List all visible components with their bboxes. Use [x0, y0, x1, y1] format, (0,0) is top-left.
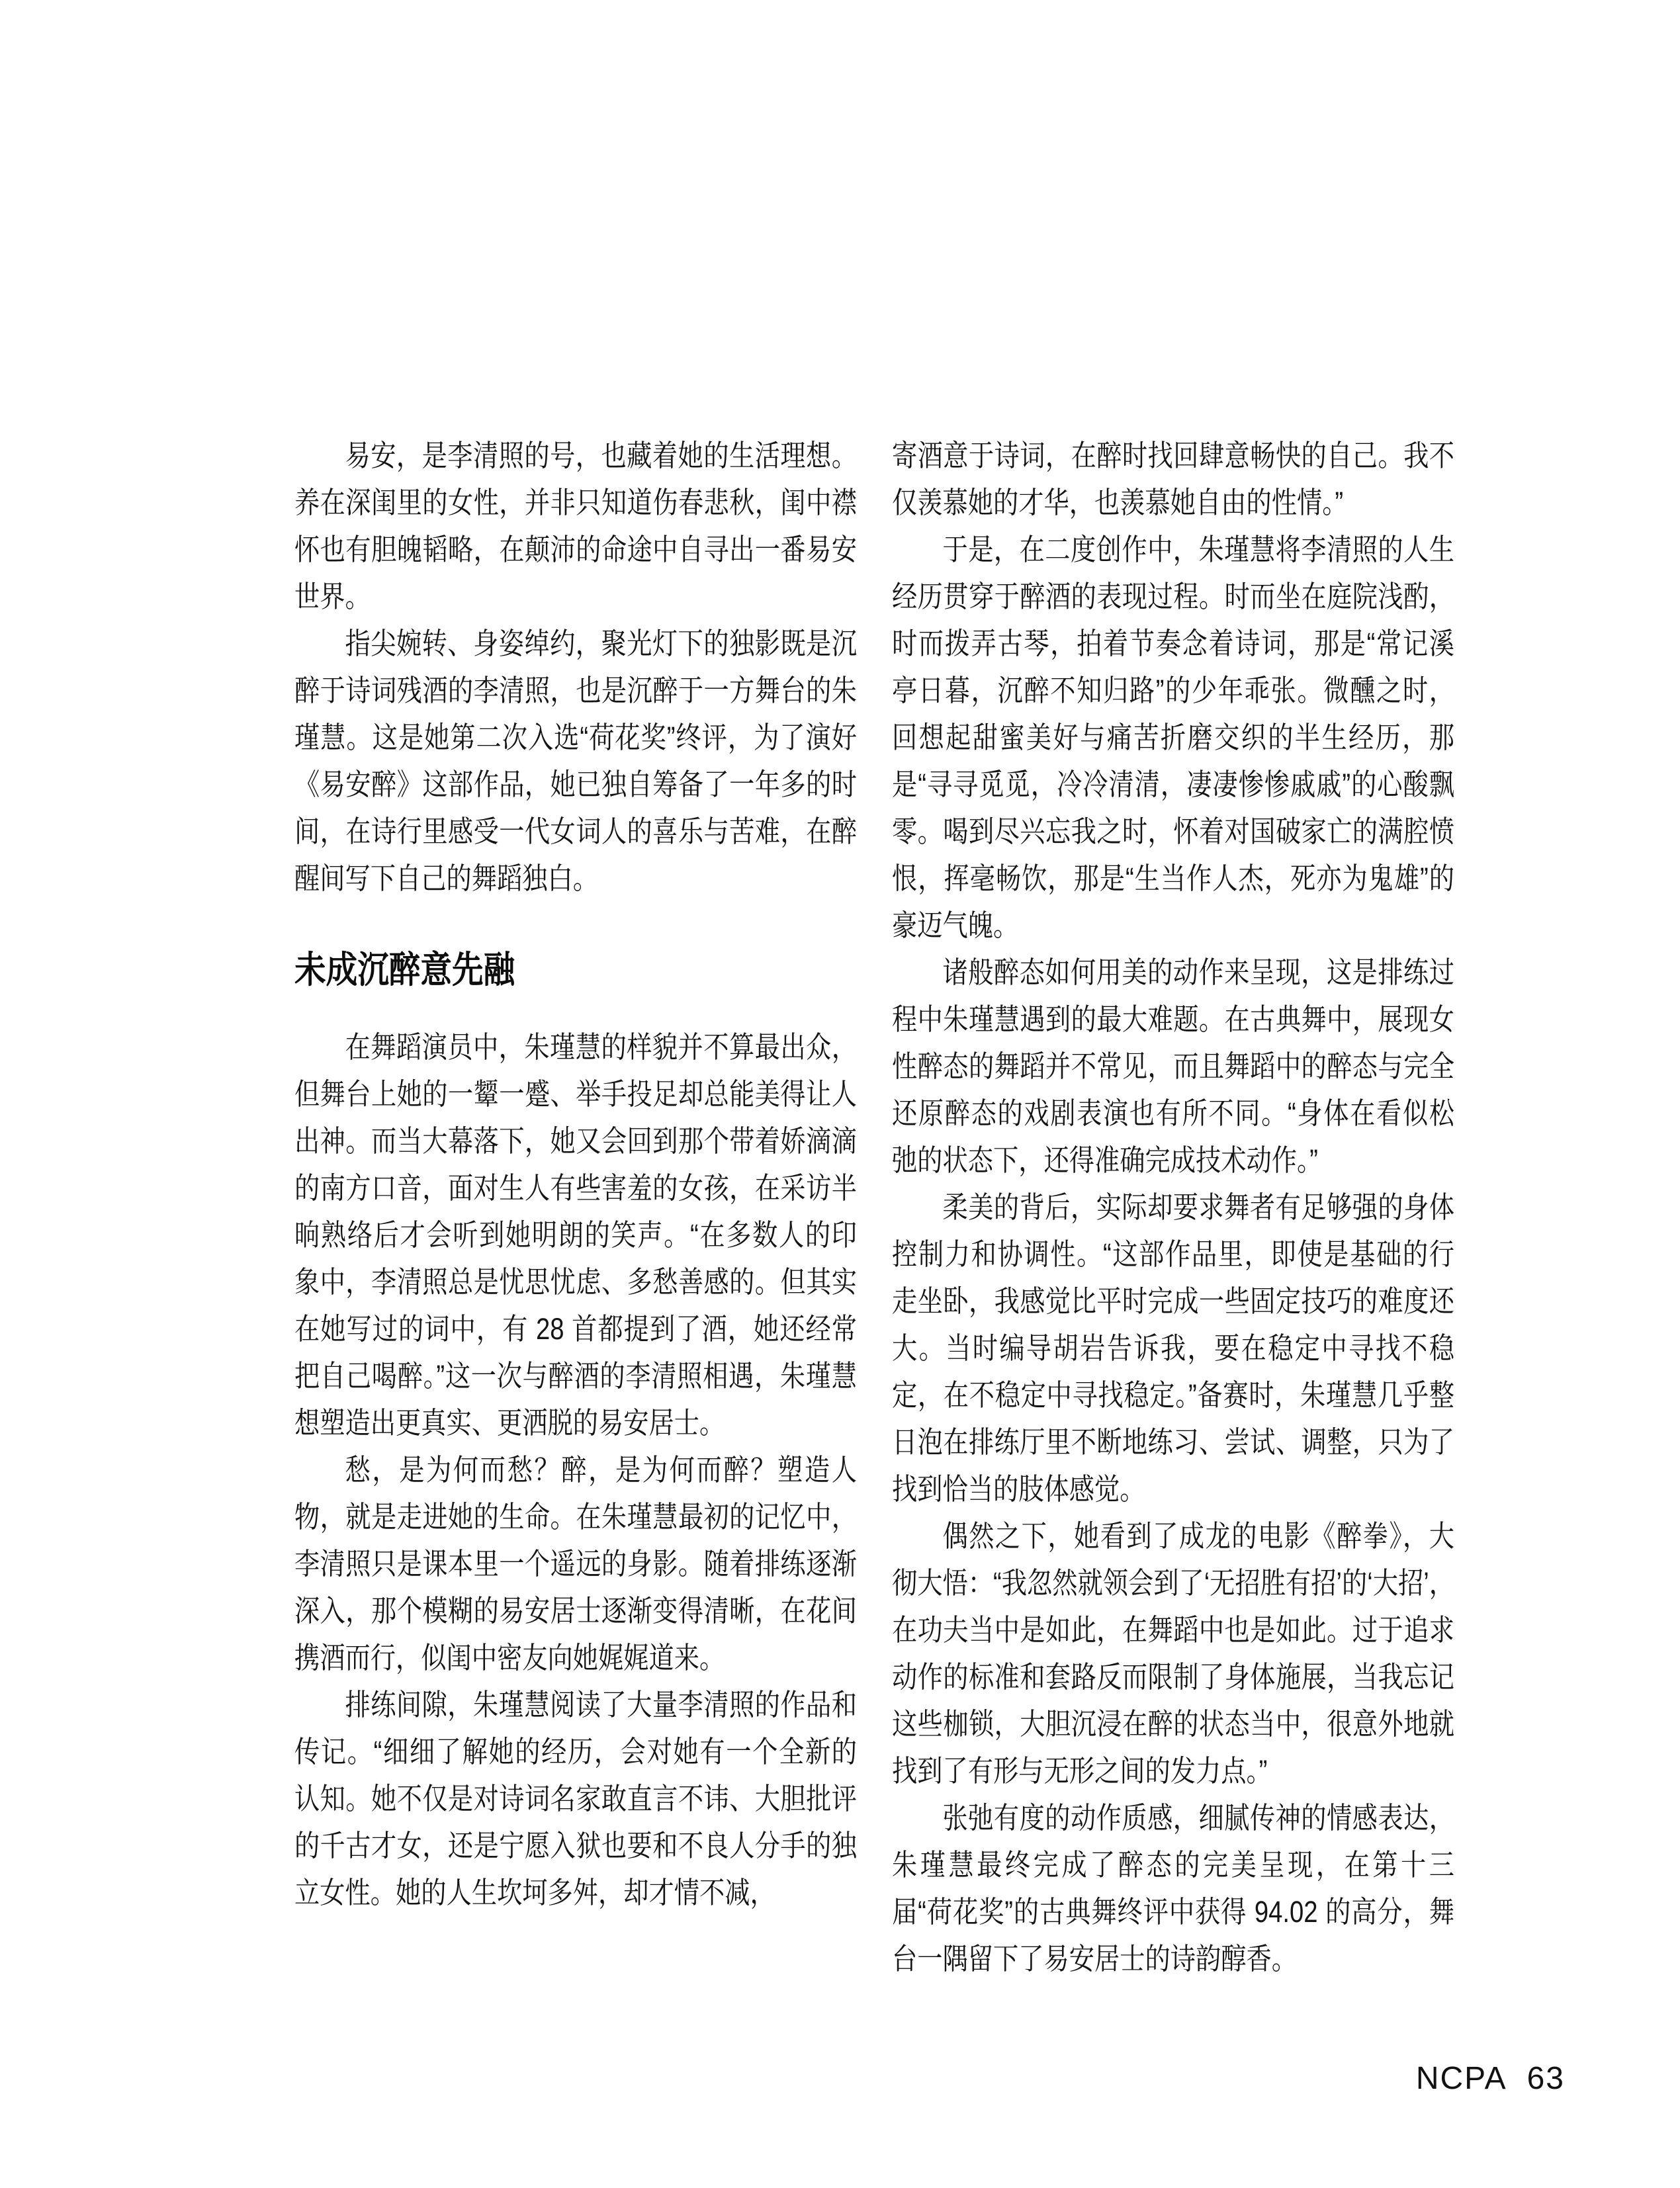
page-number: 63 [1526, 2061, 1565, 2096]
page-footer [0, 2062, 1565, 2096]
paragraph: 愁，是为何而愁？醉，是为何而醉？塑造人物，就是走进她的生命。在朱瑾慧最初的记忆中，李清照只是课本里一个遥远的身影。随着排练逐渐深入，那个模糊的易安居士逐渐变得清晰，在花间携酒而行，似闺中密友向她娓娓道来。 [294, 1453, 857, 1675]
paragraph-continuation: 寄酒意于诗词，在醉时找回肆意畅快的自己。我不仅羡慕她的才华，也羡慕她自由的性情。” [892, 439, 1454, 519]
paragraph: 指尖婉转、身姿绰约，聚光灯下的独影既是沉醉于诗词残酒的李清照，也是沉醉于一方舞台的朱瑾慧。这是她第二次入选“荷花奖”终评，为了演好《易安醉》这部作品，她已独自筹备了一年多的时间，在诗行里感受一代女词人的喜乐与苦难，在醉醒间写下自己的舞蹈独白。 [294, 627, 857, 895]
paragraph: 柔美的背后，实际却要求舞者有足够强的身体控制力和协调性。“这部作品里，即使是基础的行走坐卧，我感觉比平时完成一些固定技巧的难度还大。当时编导胡岩告诉我，要在稳定中寻找不稳定，在不稳定中寻找稳定。”备赛时，朱瑾慧几乎整日泡在排练厅里不断地练习、尝试、调整，只为了找到恰当的肢体感觉。 [892, 1190, 1454, 1506]
paragraph: 易安，是李清照的号，也藏着她的生活理想。养在深闺里的女性，并非只知道伤春悲秋，闺中襟怀也有胆魄韬略，在颠沛的命途中自寻出一番易安世界。 [294, 439, 857, 613]
paragraph: 于是，在二度创作中，朱瑾慧将李清照的人生经历贯穿于醉酒的表现过程。时而坐在庭院浅酌，时而拨弄古琴，拍着节奏念着诗词，那是“常记溪亭日暮，沉醉不知归路”的少年乖张。微醺之时，回想起甜蜜美好与痛苦折磨交织的半生经历，那是“寻寻觅觅，冷冷清清，凄凄惨惨戚戚”的心酸飘零。喝到尽兴忘我之时，怀着对国破家亡的满腔愤恨，挥毫畅饮，那是“生当作人杰，死亦为鬼雄”的豪迈气魄。 [892, 533, 1454, 942]
section-heading: 未成沉醉意先融 [294, 949, 515, 990]
journal-name: NCPA [1415, 2061, 1507, 2096]
paragraph: 偶然之下，她看到了成龙的电影《醉拳》，大彻大悟：“我忽然就领会到了‘无招胜有招’的‘大招’，在功夫当中是如此，在舞蹈中也是如此。过于追求动作的标准和套路反而限制了身体施展，当我忘记这些枷锁，大胆沉浸在醉的状态当中，很意外地就找到了有形与无形之间的发力点。” [892, 1519, 1454, 1788]
paragraph: 在舞蹈演员中，朱瑾慧的样貌并不算最出众，但舞台上她的一颦一蹙、举手投足却总能美得让人出神。而当大幕落下，她又会回到那个带着娇滴滴的南方口音，面对生人有些害羞的女孩，在采访半晌熟络后才会听到她明朗的笑声。“在多数人的印象中，李清照总是忧思忧虑、多愁善感的。但其实在她写过的词中，有 28 首都提到了酒，她还经常把自己喝醉。”这一次与醉酒的李清照相遇，朱瑾慧想塑造出更真实、更洒脱的易安居士。 [294, 1030, 857, 1440]
paragraph: 张弛有度的动作质感，细腻传神的情感表达，朱瑾慧最终完成了醉态的完美呈现，在第十三届“荷花奖”的古典舞终评中获得 94.02 的高分，舞台一隅留下了易安居士的诗韵醇香。 [892, 1801, 1454, 1976]
paragraph: 排练间隙，朱瑾慧阅读了大量李清照的作品和传记。“细细了解她的经历，会对她有一个全新的认知。她不仅是对诗词名家敢直言不讳、大胆批评的千古才女，还是宁愿入狱也要和不良人分手的独立女性。她的人生坎坷多舛，却才情不减， [294, 1688, 857, 1909]
article-left-column [294, 432, 857, 1916]
article-right-column [892, 432, 1454, 1982]
paragraph: 诸般醉态如何用美的动作来呈现，这是排练过程中朱瑾慧遇到的最大难题。在古典舞中，展现女性醉态的舞蹈并不常见，而且舞蹈中的醉态与完全还原醉态的戏剧表演也有所不同。“身体在看似松弛的状态下，还得准确完成技术动作。” [892, 955, 1454, 1177]
